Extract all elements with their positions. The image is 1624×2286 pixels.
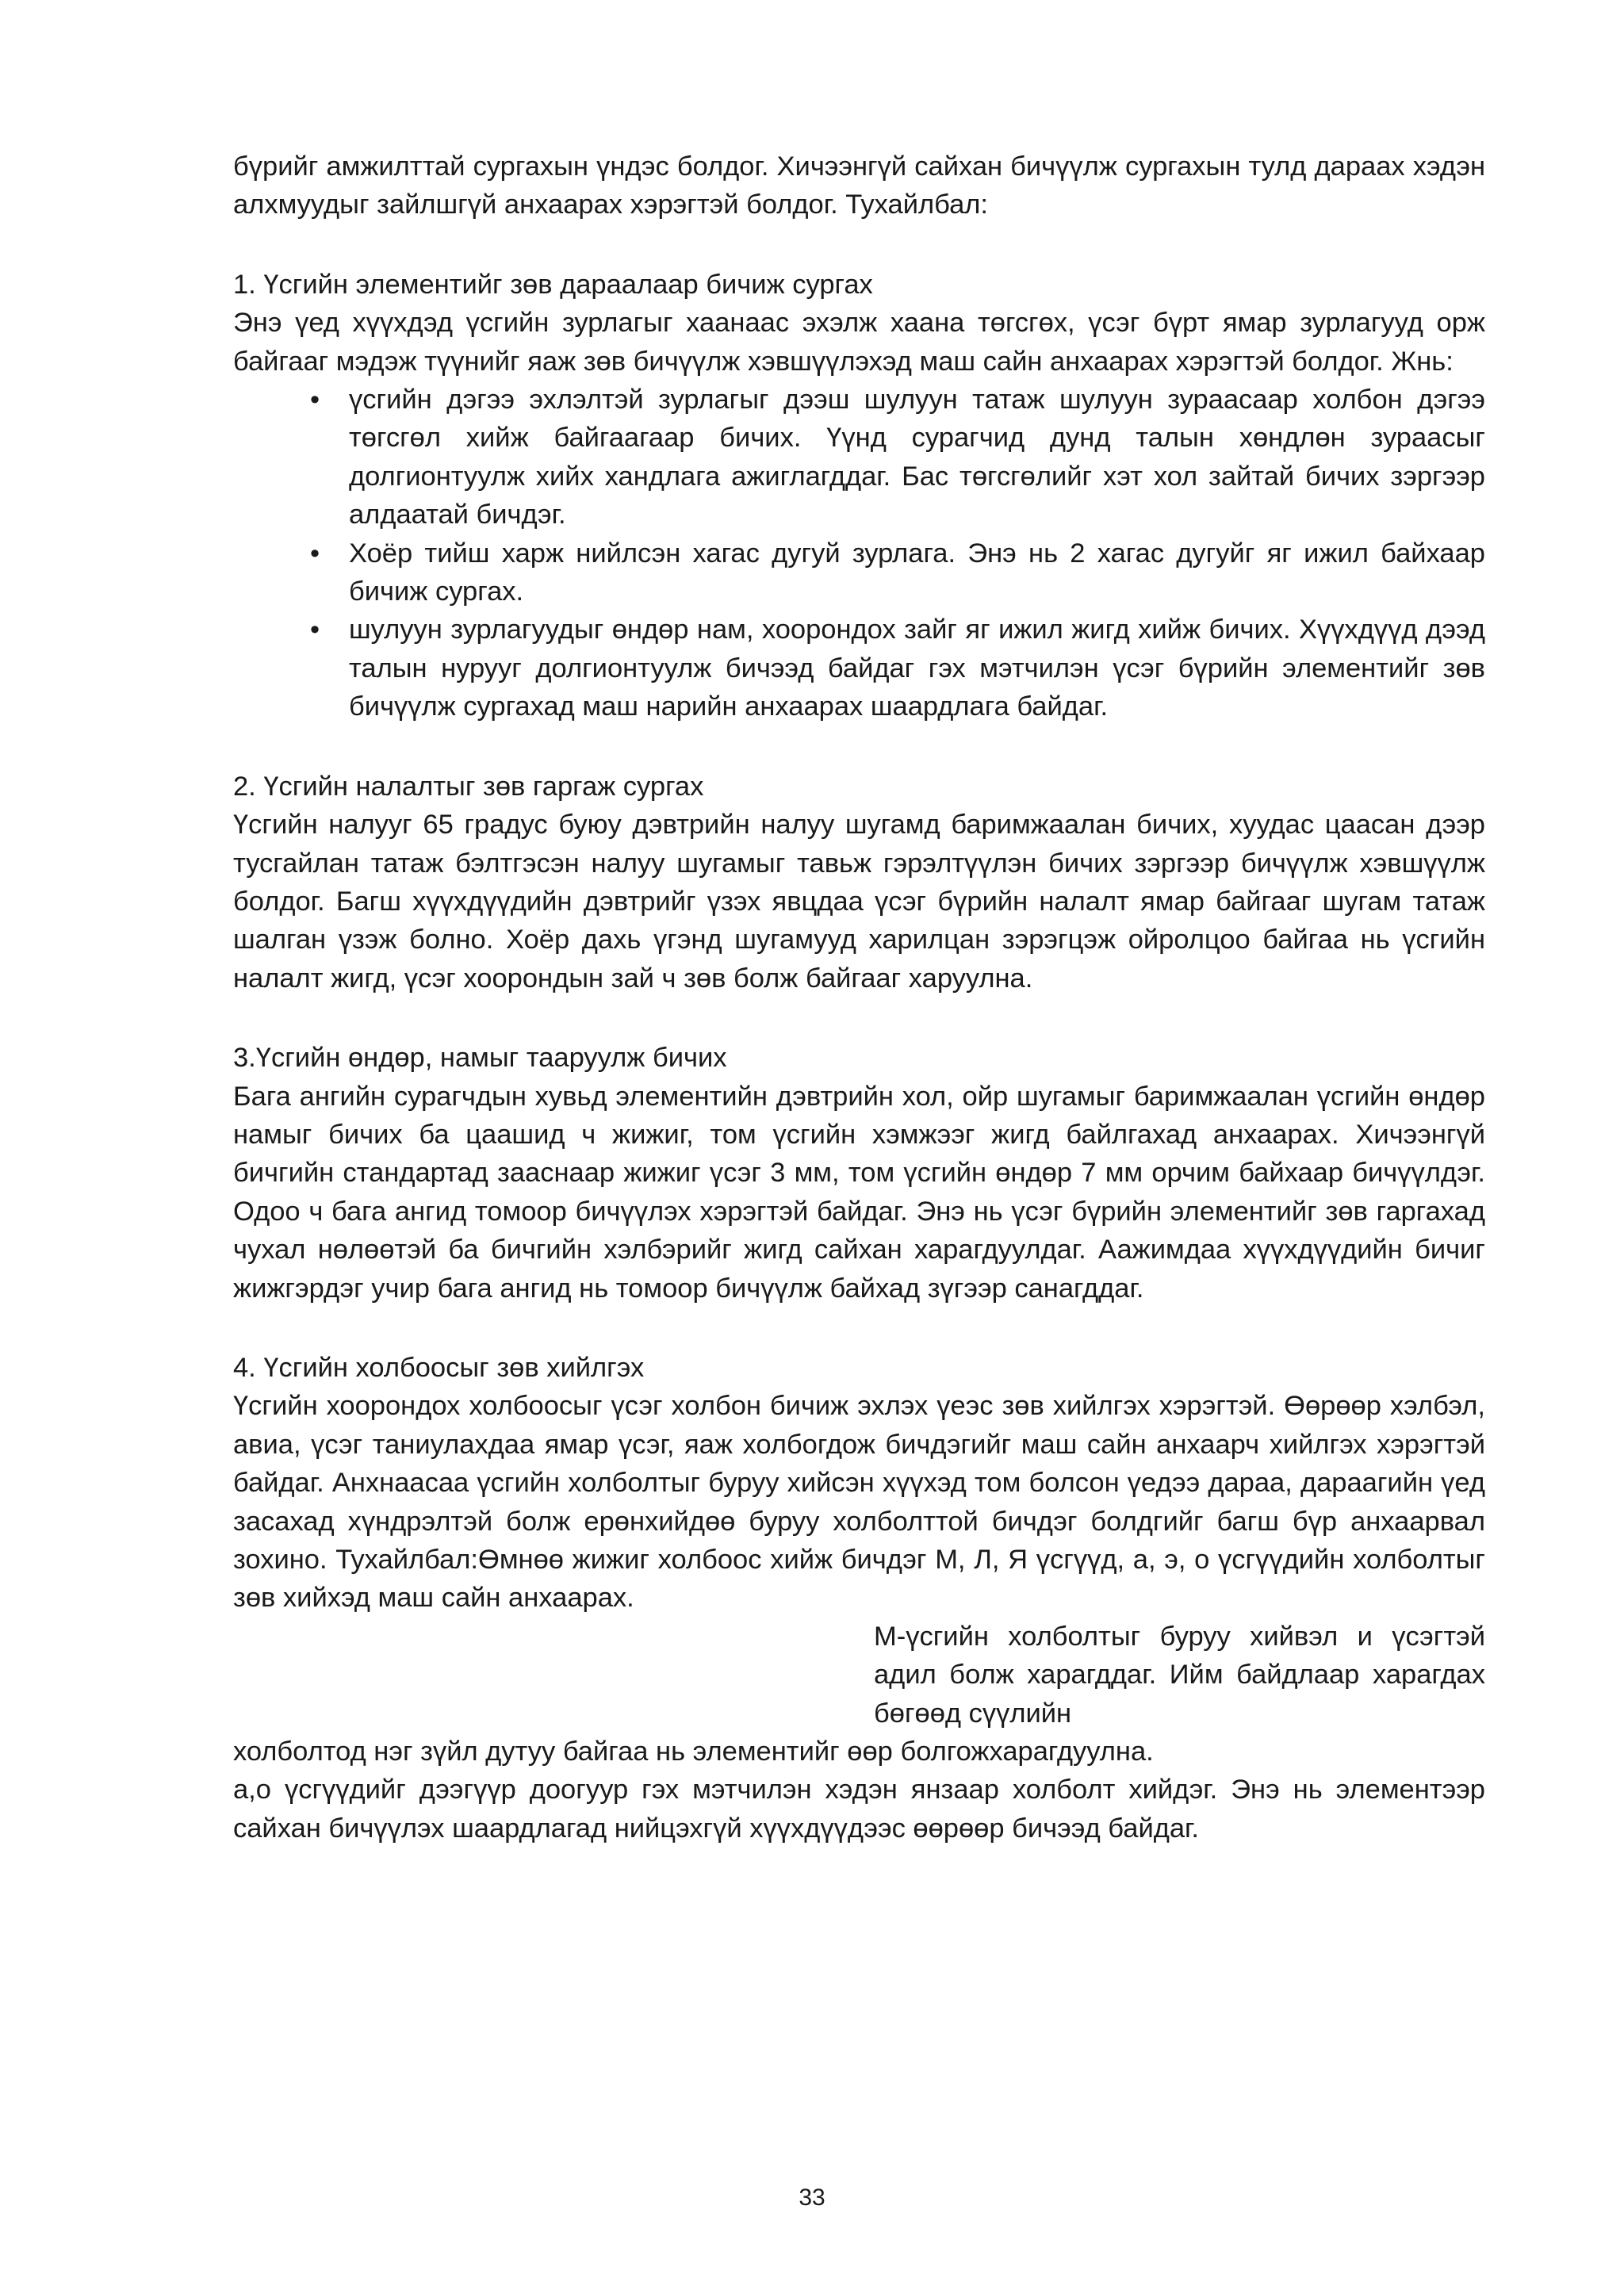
spacer: [233, 997, 1485, 1039]
list-item: [233, 611, 1485, 726]
bullet-icon: •: [310, 385, 320, 415]
bullet-icon: •: [310, 615, 320, 645]
section-1-bullet-list: [233, 381, 1485, 726]
intro-paragraph: бүрийг амжилттай сургахын үндэс болдог. Хичээнгүй сайхан бичүүлж сургахын тулд дараах хэдэн алхмуудыг зайлшгүй анхаарах хэрэгтэй болдог. Тухайлбал:: [233, 151, 1485, 220]
section-4-right-block: М-үсгийн холболтыг буруу хийвэл и үсэгтэй адил болж харагддаг. Ийм байдлаар харагдах бөгөөд сүүлийн: [874, 1621, 1485, 1729]
section-4-heading: 4. Үсгийн холбоосыг зөв хийлгэх: [233, 1352, 645, 1383]
bullet-icon: •: [310, 538, 320, 569]
section-2-paragraph: Үсгийн налууг 65 градус буюу дэвтрийн налуу шугамд баримжаалан бичих, хуудас цаасан дээр тусгайлан татаж бэлтгэсэн налуу шугамыг тавьж гэрэлтүүлэн бичих зэргээр бичүүлж хэвшүүлж болдог. Багш хүүхдүүдийн дэвтрийг үзэх явцдаа үсэг бүрийн налалт ямар байгааг шугам татаж шалган үзэж болно. Хоёр дахь үгэнд шугамууд харилцан зэрэгцэж ойролцоо байгаа нь үсгийн налалт жигд, үсэг хоорондын зай ч зөв болж байгааг харуулна.: [233, 810, 1485, 994]
spacer: [233, 1308, 1485, 1349]
body-column: [233, 147, 1485, 1848]
section-4-final-paragraph: а,о үсгүүдийг дээгүүр доогуур гэх мэтчилэн хэдэн янзаар холболт хийдэг. Энэ нь элементээр сайхан бичүүлэх шаардлагад нийцэхгүй хүүхдүүдээс өөрөөр бичээд байдаг.: [233, 1775, 1485, 1844]
spacer: [233, 726, 1485, 768]
list-item: [233, 381, 1485, 534]
section-3-paragraph: Бага ангийн сурагчдын хувьд элементийн дэвтрийн хол, ойр шугамыг баримжаалан үсгийн өндөр намыг бичих ба цаашид ч жижиг, том үсгийн хэмжээг жигд байлгахад анхаарах. Хичээнгүй бичгийн стандартад зааснаар жижиг үсэг 3 мм, том үсгийн өндөр 7 мм орчим байхаар бичүүлдэг. Одоо ч бага ангид томоор бичүүлэх хэрэгтэй байдаг. Энэ нь үсэг бүрийн элементийг зөв гаргахад чухал нөлөөтэй ба бичгийн хэлбэрийг жигд сайхан харагдуулдаг. Аажимдаа хүүхдүүдийн бичиг жижгэрдэг учир бага ангид нь томоор бичүүлж байхад зүгээр санагддаг.: [233, 1081, 1485, 1304]
section-3-heading: 3.Үсгийн өндөр, намыг тааруулж бичих: [233, 1043, 727, 1074]
section-4-paragraph: Үсгийн хоорондох холбоосыг үсэг холбон бичиж эхлэх үеэс зөв хийлгэх хэрэгтэй. Өөрөөр хэлбэл, авиа, үсэг таниулахдаа ямар үсэг, яаж холбогдож бичдэгийг маш сайн анхаарч хийлгэх хэрэгтэй байдаг. Анхнаасаа үсгийн холболтыг буруу хийсэн хүүхэд том болсон үедээ дараа, дараагийн үед засахад хүндрэлтэй болж ерөнхийдөө буруу холболттой бичдэг болдгийг багш бүр анхаарвал зохино. Тухайлбал:Өмнөө жижиг холбоос хийж бичдэг М, Л, Я үсгүүд, а, э, о үсгүүдийн холболтыг зөв хийхэд маш сайн анхаарах.: [233, 1391, 1485, 1614]
section-1-heading: 1. Үсгийн элементийг зөв дараалаар бичиж сургах: [233, 269, 873, 300]
section-2-heading: 2. Үсгийн налалтыг зөв гаргаж сургах: [233, 771, 704, 802]
list-item-text: шулуун зурлагуудыг өндөр нам, хоорондох зайг яг ижил жигд хийж бичих. Хүүхдүүд дээд талын нурууг долгионтуулж бичээд байдаг гэх мэтчилэн үсэг бүрийн элементийг зөв бичүүлж сургахад маш нарийн анхаарах шаардлага байдаг.: [349, 615, 1485, 722]
section-1-paragraph: Энэ үед хүүхдэд үсгийн зурлагыг хаанаас эхэлж хаана төгсгөх, үсэг бүрт ямар зурлагууд орж байгааг мэдэж түүнийг яаж зөв бичүүлж хэвшүүлэхэд маш сайн анхаарах хэрэгтэй болдог. Жнь:: [233, 308, 1485, 377]
list-item: [233, 534, 1485, 611]
section-4-continuation: холболтод нэг зүйл дутуу байгаа нь элементийг өөр болгожхарагдуулна.: [233, 1737, 1154, 1767]
spacer: [233, 224, 1485, 266]
page-number: 33: [799, 2185, 825, 2211]
list-item-text: үсгийн дэгээ эхлэлтэй зурлагыг дээш шулуун татаж шулуун зураасаар холбон дэгээ төгсгөл хийж байгаагаар бичих. Үүнд сурагчид дунд талын хөндлөн зураасыг долгионтуулж хийх хандлага ажиглагддаг. Бас төгсгөлийг хэт хол зайтай бичих зэргээр алдаатай бичдэг.: [349, 385, 1485, 530]
list-item-text: Хоёр тийш харж нийлсэн хагас дугуй зурлага. Энэ нь 2 хагас дугуйг яг ижил байхаар бичиж сургах.: [349, 538, 1485, 607]
